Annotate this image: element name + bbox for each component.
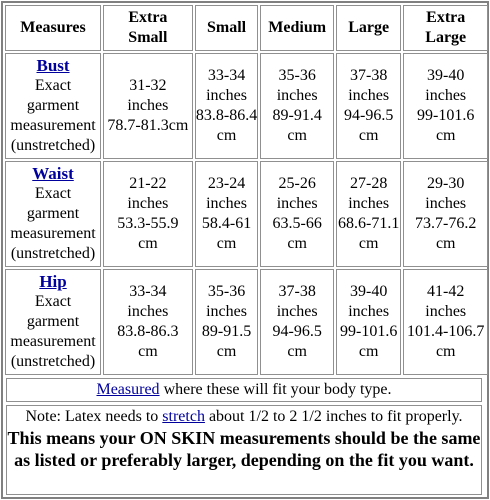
hip-small [195,269,259,375]
cell-line: cm [287,235,307,252]
cell-line: 68.6-71.1 [338,215,400,232]
hip-large [336,269,402,375]
cell-line: 78.7-81.3cm [107,117,189,134]
cell-line: cm [138,343,158,360]
measured-row [6,378,482,402]
waist-desc-1: Exact [34,185,72,202]
cell-line: 37-38 [350,67,388,84]
waist-extra-small [103,161,193,267]
cell-line: 99-101.6 [340,323,398,340]
bust-medium [260,53,334,159]
note-row [6,405,482,495]
cell-line: 39-40 [350,283,388,300]
hip-extra-small [103,269,193,375]
cell-line: cm [435,343,456,360]
cell-line: inches [206,87,247,104]
waist-row [5,161,488,267]
measured-text: where these will fit your body type. [159,381,392,398]
cell-line: 41-42 [427,283,465,300]
cell-line: 53.3-55.9 [117,215,179,232]
cell-line: inches [127,97,169,114]
cell-line: inches [206,303,247,320]
cell-line: 63.5-66 [272,215,322,232]
waist-desc-4: (unstretched) [10,245,96,262]
bust-desc-3: measurement [10,117,96,134]
waist-link[interactable]: Waist [32,164,74,183]
cell-line: 73.7-76.2 [415,215,477,232]
cell-line: 25-26 [278,175,316,192]
measured-link[interactable]: Measured [96,381,160,398]
bust-large [336,53,402,159]
header-extra-small-line1: Extra [128,9,168,26]
cell-line: 39-40 [427,67,465,84]
cell-line: inches [127,303,169,320]
cell-line: cm [435,127,456,144]
cell-line: inches [348,87,390,104]
cell-line: cm [358,127,379,144]
cell-line: inches [276,195,318,212]
cell-line: 35-36 [207,283,246,300]
cell-line: cm [287,127,307,144]
cell-line: 35-36 [278,67,316,84]
header-extra-small [103,5,193,51]
cell-line: inches [425,195,467,212]
header-large: Large [336,5,402,51]
cell-line: inches [348,195,390,212]
cell-line: cm [216,127,237,144]
cell-line: inches [127,195,169,212]
cell-line: 94-96.5 [272,323,322,340]
cell-line: inches [425,303,467,320]
cell-line: 94-96.5 [344,107,394,124]
waist-medium [260,161,334,267]
cell-line: 33-34 [207,67,246,84]
cell-line: inches [425,87,467,104]
cell-line: cm [435,235,456,252]
header-row [5,5,488,51]
hip-desc-2: garment [26,313,80,330]
hip-extra-large [403,269,488,375]
header-measures: Measures [5,5,101,51]
bust-desc-4: (unstretched) [10,137,96,154]
cell-line: inches [276,87,318,104]
cell-line: cm [216,343,237,360]
cell-line: inches [206,195,247,212]
header-extra-large [403,5,488,51]
cell-line: cm [138,235,158,252]
hip-label-cell [5,269,101,375]
note-bold-text: This means your ON SKIN measurements should be the same as listed or preferably larger, depending on the fit you want. [7,428,481,470]
cell-line: cm [287,343,307,360]
hip-medium [260,269,334,375]
bust-label-cell [5,53,101,159]
waist-large [336,161,402,267]
header-small: Small [195,5,259,51]
note-suffix: about 1/2 to 2 1/2 inches to fit properly. [204,408,463,425]
cell-line: 23-24 [207,175,246,192]
hip-desc-3: measurement [10,333,96,350]
hip-link[interactable]: Hip [39,272,67,291]
cell-line: 99-101.6 [417,107,475,124]
hip-desc-1: Exact [34,293,72,310]
cell-line: 89-91.4 [272,107,322,124]
waist-desc-3: measurement [10,225,96,242]
cell-line: cm [358,343,379,360]
cell-line: cm [216,235,237,252]
cell-line: 83.8-86.4 [195,107,258,124]
header-extra-large-line2: Large [425,29,467,46]
header-medium: Medium [260,5,334,51]
cell-line: inches [348,303,390,320]
cell-line: 83.8-86.3 [117,323,179,340]
cell-line: 31-32 [129,77,167,94]
cell-line: 37-38 [278,283,316,300]
cell-line: 58.4-61 [201,215,252,232]
cell-line: 27-28 [350,175,388,192]
hip-row [5,269,488,375]
bust-row [5,53,488,159]
waist-extra-large [403,161,488,267]
header-extra-large-line1: Extra [426,9,466,26]
cell-line: 89-91.5 [201,323,252,340]
stretch-link[interactable]: stretch [162,408,205,425]
hip-desc-4: (unstretched) [10,353,96,370]
bust-small [195,53,259,159]
waist-desc-2: garment [26,205,80,222]
cell-line: 33-34 [129,283,167,300]
cell-line: 21-22 [129,175,167,192]
bust-extra-large [403,53,488,159]
size-chart-table [3,3,490,377]
bust-desc-2: garment [26,97,80,114]
cell-line: 29-30 [427,175,465,192]
note-prefix: Note: Latex needs to [25,408,163,425]
header-extra-small-line2: Small [128,29,168,46]
cell-line: 101.4-106.7 [407,323,485,340]
cell-line: inches [276,303,318,320]
bust-extra-small [103,53,193,159]
bust-link[interactable]: Bust [36,56,70,75]
cell-line: cm [358,235,379,252]
waist-small [195,161,259,267]
waist-label-cell [5,161,101,267]
bust-desc-1: Exact [34,77,72,94]
